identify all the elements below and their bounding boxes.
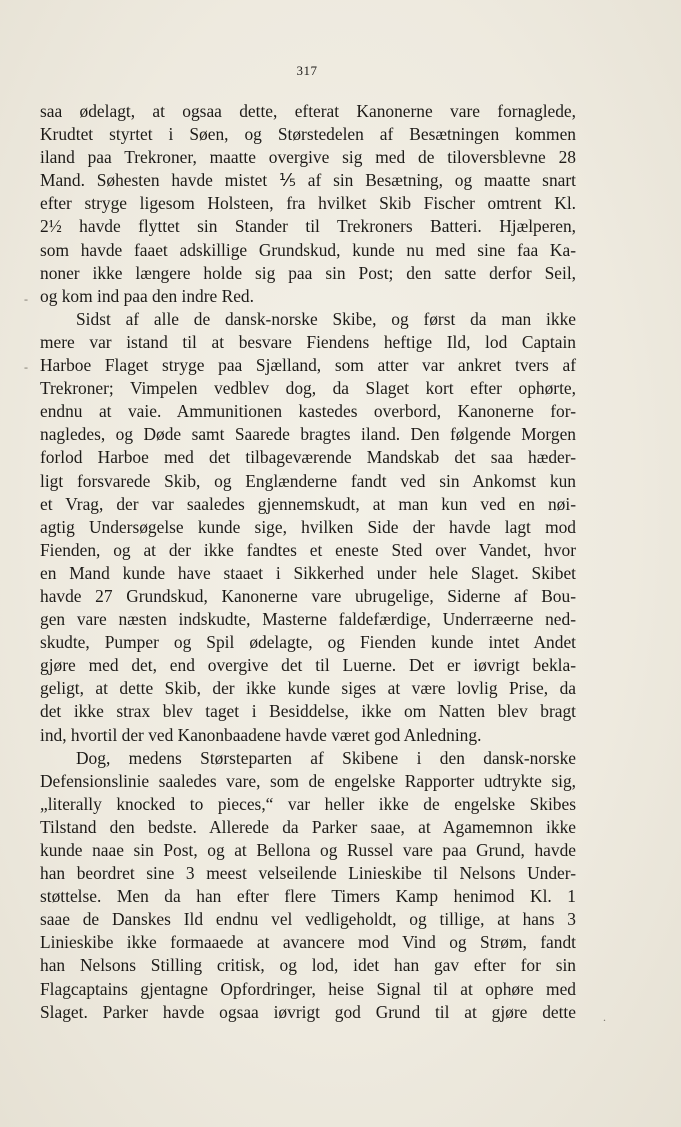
text-line: støttelse. Men da han efter flere Timers Kamp henimod Kl. 1	[40, 886, 576, 907]
text-line: efter stryge ligesom Holsteen, fra hvilket Skib Fischer omtrent Kl.	[40, 193, 576, 214]
text-line: Mand. Søhesten havde mistet ⅕ af sin Besætning, og maatte snart	[40, 170, 576, 191]
text-line: et Vrag, der var saaledes gjennemskudt, at man kun ved en nøi-	[40, 493, 576, 514]
text-line: agtig Undersøgelse kunde sige, hvilken Side der havde lagt mod	[40, 516, 576, 537]
text-line: ind, hvortil der ved Kanonbaadene havde været god Anledning.	[40, 724, 482, 745]
text-line: havde 27 Grundskud, Kanonerne vare ubrugelige, Siderne af Bou-	[40, 585, 576, 606]
text-line: ligt forsvarede Skib, og Englænderne fandt ved sin Ankomst kun	[40, 470, 576, 491]
text-line: skudte, Pumper og Spil ødelagte, og Fienden kunde intet Andet	[40, 632, 576, 653]
text-line: Flagcaptains gjentagne Opfordringer, heise Signal til at ophøre med	[40, 978, 576, 999]
text-line: gjøre med det, end overgive det til Luerne. Det er iøvrigt bekla-	[40, 655, 576, 676]
text-line: endnu at vaie. Ammunitionen kastedes overbord, Kanonerne for-	[40, 401, 576, 422]
text-line: Fienden, og at der ikke fandtes et eneste Sted over Vandet, hvor	[40, 539, 576, 560]
text-line: han beordret sine 3 meest velseilende Linieskibe til Nelsons Under-	[40, 863, 576, 884]
text-line: saa ødelagt, at ogsaa dette, efterat Kanonerne vare fornaglede,	[40, 101, 576, 121]
text-line: Defensionslinie saaledes vare, som de engelske Rapporter udtrykte sig,	[40, 770, 576, 791]
text-line: det ikke strax blev taget i Besiddelse, ikke om Natten blev bragt	[40, 701, 576, 722]
text-line: nagledes, og Døde samt Saarede bragtes iland. Den følgende Morgen	[40, 424, 576, 445]
text-line: Linieskibe ikke formaaede at avancere mod Vind og Strøm, fandt	[40, 932, 576, 953]
text-line: kunde naae sin Post, og at Bellona og Russel vare paa Grund, havde	[40, 840, 576, 860]
text-line: og kom ind paa den indre Red.	[40, 285, 254, 306]
text-line: Slaget. Parker havde ogsaa iøvrigt god Grund til at gjøre dette	[40, 1001, 576, 1022]
text-line: mere var istand til at besvare Fiendens heftige Ild, lod Captain	[40, 331, 576, 352]
text-line: som havde faaet adskillige Grundskud, kunde nu med sine faa Ka-	[40, 239, 576, 260]
text-line: en Mand kunde have staaet i Sikkerhed under hele Slaget. Skibet	[40, 562, 576, 583]
text-line: Krudtet styrtet i Søen, og Størstedelen af Besætningen kommen	[40, 124, 576, 145]
text-line: Sidst af alle de dansk-norske Skibe, og først da man ikke	[76, 308, 576, 329]
text-line: Harboe Flaget stryge paa Sjælland, som atter var ankret tvers af	[40, 355, 576, 376]
margin-mark: -	[24, 292, 28, 306]
text-line: gen vare næsten indskudte, Masterne faldefærdige, Underræerne ned-	[40, 609, 576, 630]
margin-mark: .	[603, 1010, 606, 1024]
text-line: forlod Harboe med det tilbageværende Mandskab det saa hæder-	[40, 447, 576, 468]
text-line: 2½ havde flyttet sin Stander til Trekroners Batteri. Hjælperen,	[40, 216, 576, 237]
text-line: saae de Danskes Ild endnu vel vedligeholdt, og tillige, at hans 3	[40, 909, 576, 930]
text-line: Dog, medens Størsteparten af Skibene i den dansk-norske	[76, 747, 576, 768]
text-line: Tilstand den bedste. Allerede da Parker saae, at Agamemnon ikke	[40, 816, 576, 837]
margin-mark: -	[24, 360, 28, 374]
text-line: „literally knocked to pieces,“ var heller ikke de engelske Skibes	[40, 793, 576, 814]
page-number: 317	[296, 63, 318, 78]
text-line: Trekroner; Vimpelen vedblev dog, da Slaget kort efter ophørte,	[40, 378, 576, 399]
body-text	[40, 100, 576, 1024]
text-line: iland paa Trekroner, maatte overgive sig med de tiloversblevne 28	[40, 147, 576, 168]
text-line: geligt, at dette Skib, der ikke kunde siges at være lovlig Prise, da	[40, 678, 576, 699]
text-line: han Nelsons Stilling critisk, og lod, idet han gav efter for sin	[40, 955, 576, 976]
text-line: noner ikke længere holde sig paa sin Post; den satte derfor Seil,	[40, 262, 576, 283]
